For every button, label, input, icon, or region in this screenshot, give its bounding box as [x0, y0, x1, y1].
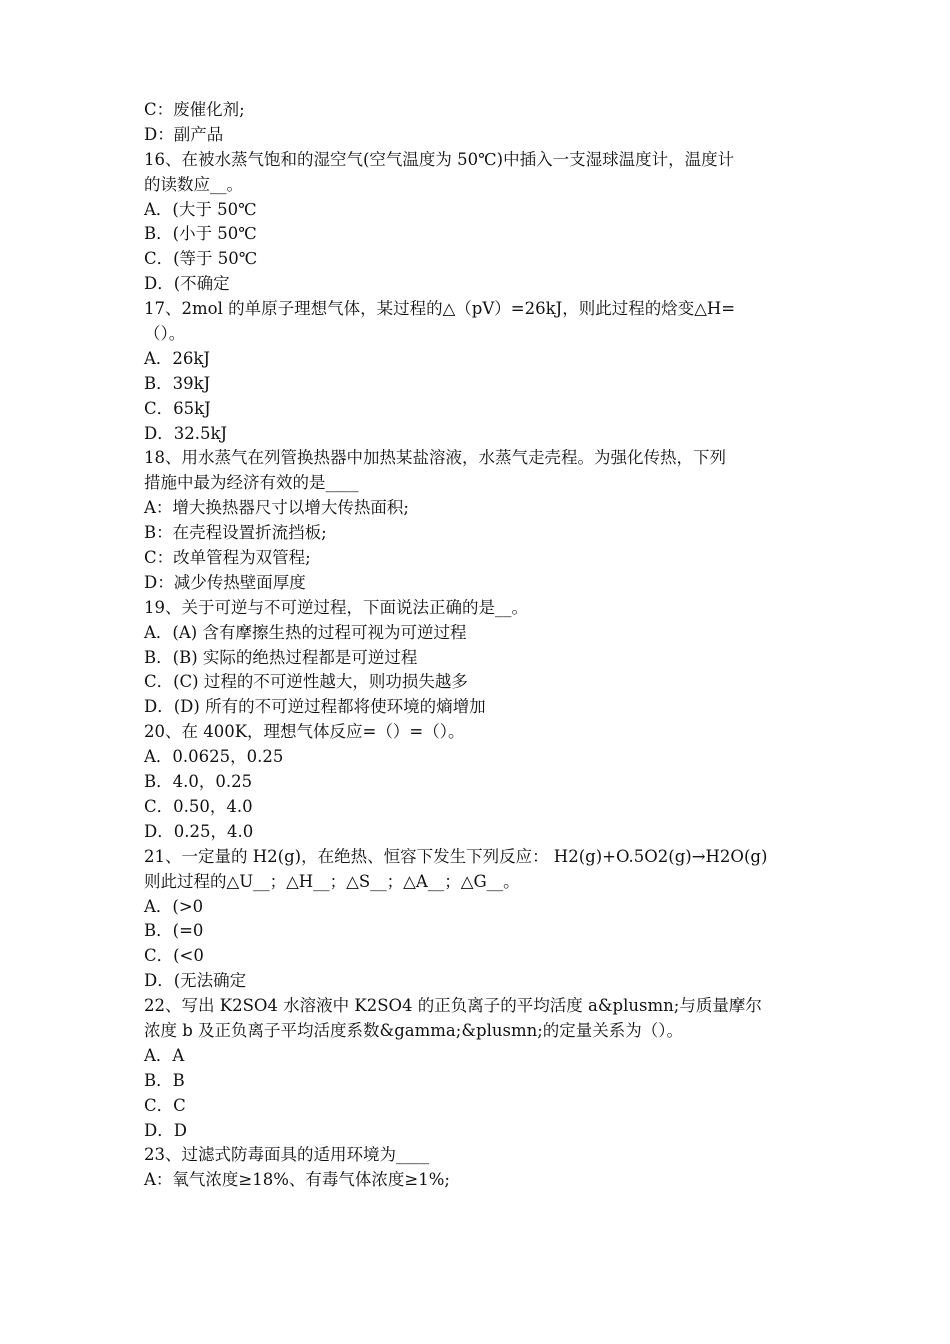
question-16-option-a: A．(大于 50℃: [144, 199, 257, 219]
question-17-option-c: C．65kJ: [144, 398, 211, 418]
question-22-option-d: D．D: [144, 1120, 187, 1140]
question-21-option-b: B．(=0: [144, 921, 204, 941]
question-19-option-a: A．(A) 含有摩擦生热的过程可视为可逆过程: [144, 622, 467, 642]
question-18-stem: 18、用水蒸气在列管换热器中加热某盐溶液，水蒸气走壳程。为强化传热，下列: [144, 448, 726, 468]
question-20-option-b: B．4.0，0.25: [144, 772, 253, 792]
question-16-option-c: C．(等于 50℃: [144, 249, 258, 269]
question-19-option-b: B．(B) 实际的绝热过程都是可逆过程: [144, 647, 418, 667]
question-20-option-d: D．0.25，4.0: [144, 821, 254, 841]
question-21-option-a: A．(>0: [144, 896, 204, 916]
question-23-stem: 23、过滤式防毒面具的适用环境为____: [144, 1145, 429, 1165]
question-21-stem: 21、一定量的 H2(g)，在绝热、恒容下发生下列反应： H2(g)+O.5O2(g)→H2O(g): [144, 846, 768, 866]
question-17-option-d: D．32.5kJ: [144, 423, 228, 443]
document-page: [144, 98, 824, 1193]
question-19-option-c: C．(C) 过程的不可逆性越大，则功损失越多: [144, 672, 468, 692]
question-18-option-c: C：改单管程为双管程;: [144, 548, 311, 568]
question-17-option-b: B．39kJ: [144, 373, 211, 393]
question-16-stem-cont: 的读数应__。: [144, 174, 243, 194]
question-21-option-d: D．(无法确定: [144, 971, 247, 991]
option-c-text: C：废催化剂;: [144, 100, 245, 119]
question-22-option-a: A．A: [144, 1045, 185, 1065]
question-21-option-c: C．(<0: [144, 946, 204, 966]
question-20-stem: 20、在 400K，理想气体反应=（）=（）。: [144, 722, 465, 742]
question-18-option-d: D：减少传热壁面厚度: [144, 572, 306, 592]
question-22-stem: 22、写出 K2SO4 水溶液中 K2SO4 的正负离子的平均活度 a&plusmn;与质量摩尔: [144, 996, 762, 1016]
question-18-option-b: B：在壳程设置折流挡板;: [144, 523, 327, 543]
question-19-stem: 19、关于可逆与不可逆过程，下面说法正确的是__。: [144, 597, 528, 617]
question-22-stem-cont: 浓度 b 及正负离子平均活度系数&gamma;&plusmn;的定量关系为（）。: [144, 1020, 684, 1040]
question-17-stem-cont: （）。: [144, 324, 186, 344]
question-23-option-a: A：氧气浓度≥18%、有毒气体浓度≥1%;: [144, 1170, 450, 1190]
question-19-option-d: D．(D) 所有的不可逆过程都将使环境的熵增加: [144, 697, 486, 717]
question-16-option-b: B．(小于 50℃: [144, 224, 257, 244]
question-16-stem: 16、在被水蒸气饱和的湿空气(空气温度为 50℃)中插入一支湿球温度计，温度计: [144, 149, 735, 169]
question-17-stem: 17、2mol 的单原子理想气体，某过程的△（pV）=26kJ，则此过程的焓变△H=: [144, 299, 736, 319]
question-18-stem-cont: 措施中最为经济有效的是____: [144, 473, 359, 493]
option-d-text: D：副产品: [144, 124, 224, 144]
question-20-option-c: C．0.50，4.0: [144, 796, 253, 816]
question-16-option-d: D．(不确定: [144, 274, 230, 294]
question-18-option-a: A：增大换热器尺寸以增大传热面积;: [144, 498, 409, 518]
question-20-option-a: A．0.0625，0.25: [144, 747, 284, 767]
question-22-option-c: C．C: [144, 1095, 186, 1115]
question-21-stem-cont: 则此过程的△U__；△H__；△S__；△A__；△G__。: [144, 871, 520, 891]
question-22-option-b: B．B: [144, 1070, 185, 1090]
question-17-option-a: A．26kJ: [144, 348, 211, 368]
